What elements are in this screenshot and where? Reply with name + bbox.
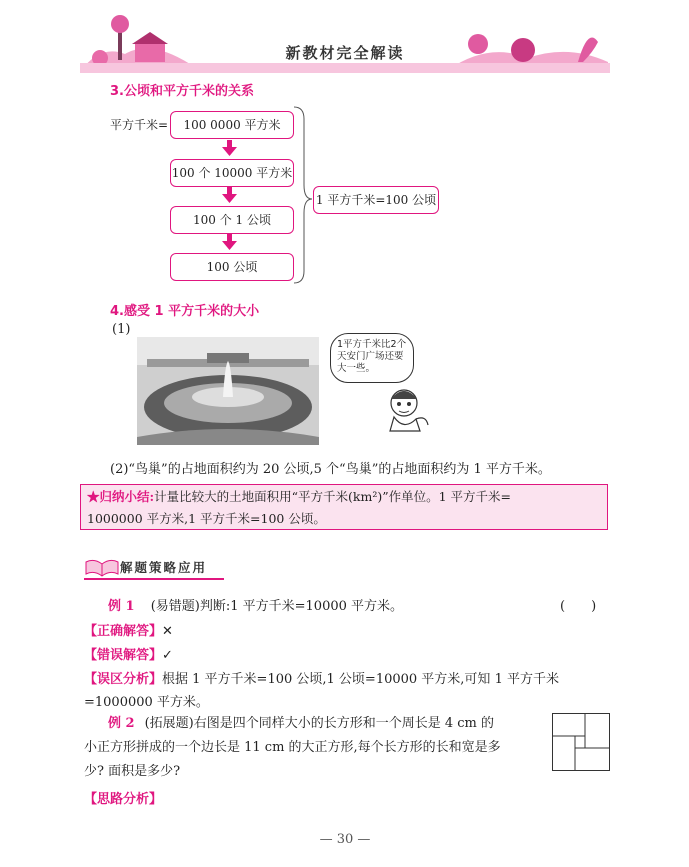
correct-answer-label: 【正确解答】 [84,624,163,639]
example-2-block [84,712,544,784]
book-icon [84,556,120,578]
strategy-title: 解题策略应用 [120,560,208,575]
square-photo [137,337,319,445]
step-box-1: 100 0000 平方米 [170,111,294,139]
summary-text: 计量比较大的土地面积用“平方千米(km²)”作单位。1 平方千米= [154,489,511,504]
flow-arrows [210,136,250,256]
item-1-label: (1) [112,322,131,337]
summary-label: ★归纳小结: [87,489,155,504]
summary-box [80,484,608,530]
strategy-underline [84,578,224,580]
cartoon-character [380,385,430,437]
correct-answer-row [84,620,173,639]
example-1-text: (易错题)判断:1 平方千米=10000 平方米。 [150,599,404,614]
prefix-label: 平方千米= [110,118,169,132]
example-1-label: 例 1 [108,599,135,614]
analysis-line-2: =1000000 平方米。 [84,695,209,710]
square-diagram [552,713,610,771]
example-1-row [108,595,403,614]
analysis-row [84,668,609,714]
page-number: — 30 — [319,832,371,847]
answer-parentheses: ( ) [560,599,597,614]
wrong-answer-label: 【错误解答】 [84,648,163,663]
section-3-title: 3.公顷和平方千米的关系 [110,84,254,99]
correct-answer-mark: ✕ [162,624,173,639]
step-box-3: 100 个 1 公顷 [170,206,294,234]
speech-bubble [330,333,414,383]
analysis-label: 【误区分析】 [84,672,163,687]
example-2-label: 例 2 [108,716,135,731]
step-box-4: 100 公顷 [170,253,294,281]
step-box-2: 100 个 10000 平方米 [170,159,294,187]
example-2-line-3: 少? 面积是多少? [84,764,181,779]
page-header-title: 新教材完全解读 [285,44,405,62]
header-band [80,63,610,73]
speech-bubble-text: 1平方千米比2个天安门广场还要大一些。 [337,339,407,374]
analysis-line-1: 根据 1 平方千米=100 公顷,1 公顷=10000 平方米,可知 1 平方千米 [162,672,559,687]
summary-text-2: 1000000 平方米,1 平方千米=100 公顷。 [87,511,326,526]
item-2-text: (2)“鸟巢”的占地面积约为 20 公顷,5 个“鸟巢”的占地面积约为 1 平方千米。 [110,462,551,477]
example-2-line-1: (拓展题)右图是四个同样大小的长方形和一个周长是 4 cm 的 [144,716,494,731]
wrong-answer-mark: ✓ [162,648,173,663]
example-2-line-2: 小正方形拼成的一个边长是 11 cm 的大正方形,每个长方形的长和宽是多 [84,740,501,755]
section-4-title: 4.感受 1 平方千米的大小 [110,304,260,319]
thinking-analysis-label: 【思路分析】 [84,792,163,807]
result-box: 1 平方千米=100 公顷 [313,186,439,214]
right-brace [292,105,314,285]
wrong-answer-row [84,644,173,663]
